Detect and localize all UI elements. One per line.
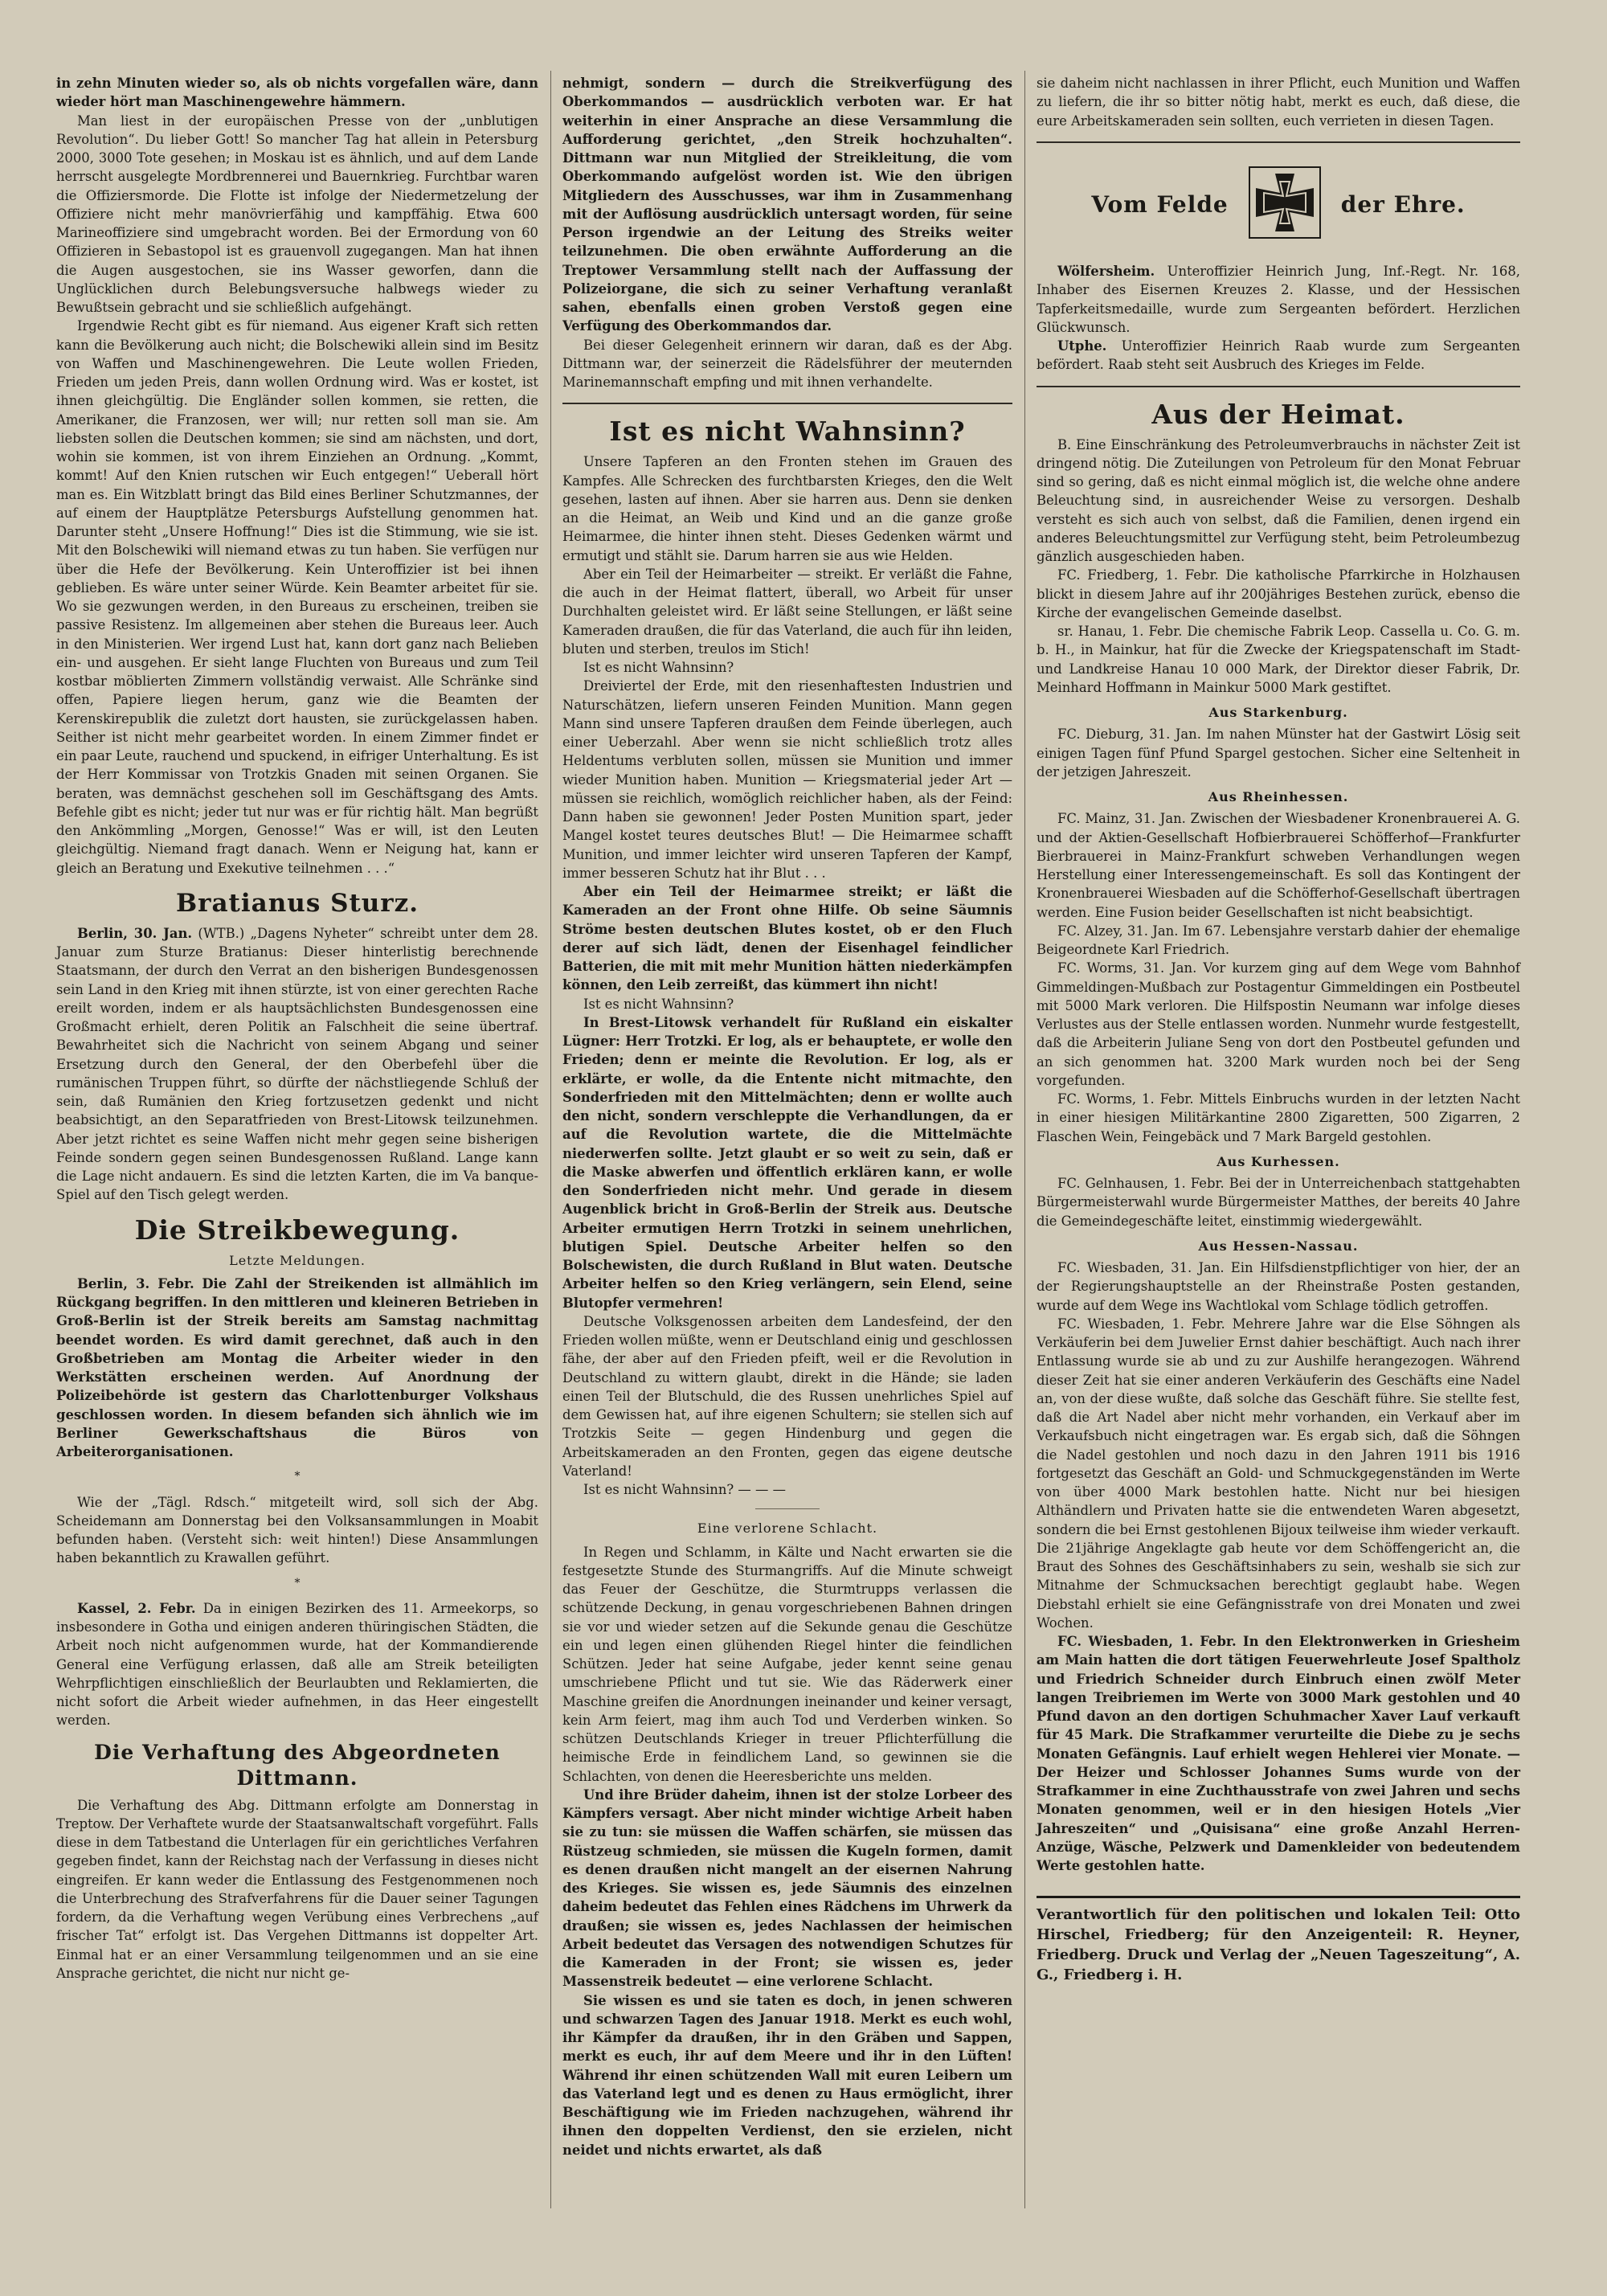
article-text: in zehn Minuten wieder so, als ob nichts vorgefallen wäre, dann wieder hört man Maschinengewehre hämmern. (56, 76, 538, 110)
article-text: Und ihre Brüder daheim, ihnen ist der stolze Lorbeer des Kämpfers versagt. Aber nicht minder wichtige Arbeit haben sie zu tun: sie müssen die Waffen schärfen, sie müssen das Rüstzeug schmieden, sie müssen die Kugeln formen, damit es denen draußen nicht mangelt an der eisernen Nahrung des Krieges. Sie wissen es, jede Säumnis des einzelnen daheim bedeutet das Fehlen eines Rädchens im Uhrwerk da draußen; sie wissen es, jedes Nachlassen der heimischen Arbeit bedeutet das Versagen des notwendigen Schutzes für die Kameraden in der Front; sie wissen es, jeder Massenstreik bedeutet — eine verlorene Schlacht. (562, 1786, 1012, 1990)
article-text: Irgendwie Recht gibt es für niemand. Aus eigener Kraft sich retten kann die Bevölkerung auch nicht; die Bolschewiki allein sind im Besitz von Waffen und Maschinengewehren. Die Leute wollen Frieden, Frieden um jeden Preis, dann wollen Ordnung wird. Was er kostet, ist ihnen gleichgültig. Die Engländer sollen kommen, sie retten, die Amerikaner, die Franzosen, wer will; nur retten soll man sie. Am liebsten sollen die Deutschen kommen; sie sind am nächsten, und dort, wohin sie kommen, ist von ihrem Einziehen an Ordnung. „Kommt, kommt! Auf den Knien rutschen wir Euch entgegen!“ Ueberall hört man es. Ein Witzblatt bringt das Bild eines Berliner Schutzmannes, der auf einem der Hauptplätze Petersburgs Aufstellung genommen hat. Darunter steht „Unsere Hoffnung!“ Dies ist die Stimmung, wie sie ist. Mit den Bolschewiki will niemand etwas zu tun haben. Sie verfügen nur über die Hefe der Bevölkerung. Kein Unteroffizier ist bei ihnen geblieben. Es wäre unter seiner Würde. Kein Beamter arbeitet für sie. Wo sie gezwungen werden, in den Bureaus zu erscheinen, treiben sie passive Resistenz. Im allgemeinen aber stehen die Bureaus leer. Auch in den Ministerien. Wer irgend Lust hat, kann dort ganz nach Belieben ein- und ausgehen. Er sieht lange Fluchten von Bureaus und zum Teil kostbar möblierten Zimmern vollständig verwaist. Alle Schränke sind offen, Papiere liegen herum, ganz wie die Beamten der Kerenskirepublik die zuletzt dort hausten, sie zurückgelassen haben. Seither ist nicht mehr gearbeitet worden. In einem Zimmer findet er ein paar Leute, rauchend und spuckend, in eifriger Unterhaltung. Es ist der Herr Kommissar von Trotzkis Gnaden mit seinen Organen. Sie beraten, was demnächst geschehen soll im Geschäftsgang des Amts. Befehle gibt es nicht; jeder tut nur was er für richtig hält. Man begrüßt den Ankömmling „Morgen, Genosse!“ Was er will, ist den Leuten gleichgültig. Niemand fragt danach. Wenn er Neigung hat, kann er gleich an Beratung und Exekutive teilnehmen . . .“ (56, 318, 538, 876)
article-text: In Brest-Litowsk verhandelt für Rußland ein eiskalter Lügner: Herr Trotzki. Er log, als er behauptete, er wolle den Frieden; denn er meinte die Revolution. Er log, als er erklärte, er wolle, da die Entente nicht mitmachte, den Sonderfrieden mit den Mittelmächten; denn er wollte auch den nicht, sondern verschleppte die Verhandlungen, da er auf die Revolution wartete, die die Mittelmächte niederwerfen sollte. Jetzt glaubt er so weit zu sein, daß er die Maske abwerfen und öffentlich erklären kann, er wolle den Sonderfrieden nicht mehr. Und gerade in diesem Augenblick bricht in Groß-Berlin der Streik aus. Deutsche Arbeiter ermutigen Herrn Trotzki in seinem unehrlichen, blutigen Spiel. Deutsche Arbeiter helfen so den Bolschewisten, die durch Rußland in Blut waten. Deutsche Arbeiter helfen so den Krieg verlängern, sein Elend, seine Blutopfer vermehren! (562, 1014, 1012, 1311)
subheadline: Letzte Meldungen. (229, 1252, 366, 1268)
article-text: Aber ein Teil der Heimarbeiter — streikt. Er verläßt die Fahne, die auch in der Heimat flattert, überall, wo Arbeit für unser Durchhalten geleistet wird. Er läßt seine Stellungen, er läßt seine Kameraden draußen, die für das Vaterland, die auch für ihn leiden, bluten und sterben, treulos im Stich! (562, 566, 1012, 657)
headline-streik: Die Streikbewegung. (134, 1213, 460, 1246)
article-text: FC. Wiesbaden, 1. Febr. In den Elektronwerken in Griesheim am Main hatten die dort tätigen Feuerwehrleute Josef Spaltholz und Friedrich Schneider durch Einbruch einen zwölf Meter langen Treibriemen im Werte von 3000 Mark gestohlen und 40 Pfund davon an den dortigen Schuhmacher Xaver Lauf verkauft für 45 Mark. Die Strafkammer verurteilte die Diebe zu je sechs Monaten Gefängnis. Lauf erhielt wegen Hehlerei vier Monate. — Der Heizer und Schlosser Johannes Sums wurde von der Strafkammer in eine Zuchthausstrafe von zwei Jahren und sechs Monaten genommen, weil er in den hiesigen Hotels „Vier Jahreszeiten“ und „Quisisana“ eine große Anzahl Herren-Anzüge, Wäsche, Pelzwerk und Damenkleider von bedeutendem Werte gestohlen hatte. (1037, 1634, 1520, 1873)
article-text: FC. Wiesbaden, 31. Jan. Ein Hilfsdienstpflichtiger von hier, der an der Regierungshauptstelle an der Rheinstraße Posten gestanden, wurde auf dem Wege ins Wachtlokal vom Schlage tödlich getroffen. (1037, 1260, 1520, 1313)
headline-dittmann: Die Verhaftung des Abgeordneten Dittmann. (94, 1740, 501, 1790)
article-text: Die Zahl der Streikenden ist allmählich im Rückgang begriffen. In den mittleren und kleineren Betrieben in Groß-Berlin ist der Streik bereits am Samstag nachmittag beendet worden. Es wird damit gerechnet, daß auch in den Großbetrieben am Montag die Arbeiter wieder in den Werkstätten erscheinen werden. Auf Anordnung der Polizeibehörde ist gestern das Charlottenburger Volkshaus geschlossen worden. In diesem befanden sich ähnlich wie im Berliner Gewerkschaftshaus die Büros von Arbeiterorganisationen. (56, 1275, 539, 1459)
article-text: sr. Hanau, 1. Febr. Die chemische Fabrik Leop. Cassella u. Co. G. m. b. H., in Mainkur, hat für die Zwecke der Kriegspatenschaft im Stadt- und Landkreise Hanau 10 000 Mark, der Direktor dieser Fabrik, Dr. Meinhard Hoffmann in Mainkur 5000 Mark gestiftet. (1037, 624, 1520, 695)
dateline: Kassel, 2. Febr. (77, 1600, 196, 1616)
article-text: Bei dieser Gelegenheit erinnern wir daran, daß es der Abg. Dittmann war, der seinerzeit die Rädelsführer der meuternden Marinemannschaft empfing und mit ihnen verhandelte. (562, 337, 1012, 390)
headline-heimat: Aus der Heimat. (1151, 398, 1405, 430)
article-text: In Regen und Schlamm, in Kälte und Nacht erwarten sie die festgesetzte Stunde des Sturmangriffs. Auf die Minute schweigt das Feuer der Geschütze, die Sturmtrupps verlassen die schützende Deckung, in genau vorgeschriebenen Bahnen dringen sie vor und wieder setzen auf die Sekunde genau die Geschütze ein und legen einen glühenden Riegel hinter die feindlichen Schützen. Jeder hat seine Aufgabe, jeder kennt seine genau umschriebene Pflicht und tut sie. Wie das Räderwerk einer Maschine greifen die Anordnungen ineinander und keiner versagt, kein Arm feiert, mag ihm auch Tod und Verderben winken. So schützen Deutschlands Krieger in treuer Pflichterfüllung die heimische Erde in feindlichem Land, so gewinnen sie die Schlachten, von denen die Heeresberichte uns melden. (562, 1544, 1012, 1784)
article-text: sie daheim nicht nachlassen in ihrer Pflicht, euch Munition und Waffen zu liefern, die ihr so bitter nötig habt, merkt es euch, daß diese, die eure Arbeitskameraden sein sollten, euch verrieten in diesen Tagen. (1037, 76, 1520, 129)
column-rule (550, 71, 551, 2208)
headline-wahnsinn: Ist es nicht Wahnsinn? (609, 415, 966, 448)
article-text: FC. Worms, 1. Febr. Mittels Einbruchs wurden in der letzten Nacht in einer hiesigen Militärkantine 2800 Zigaretten, 500 Zigarren, 2 Flaschen Wein, Feingebäck und 7 Mark Bargeld gestohlen. (1037, 1091, 1520, 1144)
article-text: Aber ein Teil der Heimarmee streikt; er läßt die Kameraden an der Front ohne Hilfe. Ob seine Säumnis Ströme besten deutschen Blutes kostet, ob er den Fluch derer auf sich lädt, denen der Eisenhagel feindlicher Batterien, die mit mit mehr Munition hätten niederkämpfen können, den Leib zerreißt, das kümmert ihn nicht! (562, 884, 1012, 993)
article-text: (WTB.) „Dagens Nyheter“ schreibt unter dem 28. Januar zum Sturze Bratianus: Dieser hinterlistig berechnende Staatsmann, der durch den Verrat an den bisherigen Bundesgenossen sein Land in den Krieg mit ihnen stürzte, ist von einer gerechten Rache ereilt worden, indem er als hauptsächlichsten Bundesgenossen eine Großmacht erhielt, deren Politik an Falschheit die seine übertraf. Bewahrheitet sich die Nachricht von seinem Abgang und seiner Ersetzung durch den General, der den Oberbefehl über die rumänischen Truppen führt, so dürfte der nächstliegende Schluß der sein, daß Rumänien den Krieg fortzusetzen gedenkt und nicht beabsichtigt, an den Separatfrieden von Brest-Litowsk teilzunehmen. Aber jetzt richtet es seine Waffen nicht mehr gegen seine bisherigen Feinde sondern gegen seinen Bundesgenossen Rußland. Lange kann die Lage nicht andauern. Es sind die letzten Karten, die im Va banque-Spiel auf den Tisch gelegt werden. (56, 925, 539, 1203)
article-text: Da in einigen Bezirken des 11. Armeekorps, so insbesondere in Gotha und einigen anderen thüringischen Städten, die Arbeit noch nicht aufgenommen wurde, hat der Kommandierende General eine Verfügung erlassen, daß alle am Streik beteiligten Wehrpflichtigen einschließlich der Beurlaubten und Reklamierten, die nicht sofort die Arbeit wieder aufnehmen, in das Heer eingestellt werden. (56, 1600, 539, 1729)
article-text: Die Verhaftung des Abg. Dittmann erfolgte am Donnerstag in Treptow. Der Verhaftete wurde der Staatsanwaltschaft vorgeführt. Falls diese in dem Tatbestand die Unterlagen für ein gerichtliches Verfahren gegeben findet, kann der Reichstag nach der Verfassung in dieses nicht eingreifen. Er kann weder die Entlassung des Festgenommenen noch die Unterbrechung des Strafverfahrens für die Dauer seiner Tagungen fordern, da die Verhaftung wegen Verübung eines Verbrechens „auf frischer Tat“ erfolgt ist. Das Vergehen Dittmanns ist doppelter Art. Einmal hat er an einer Versammlung teilgenommen und an sie eine Ansprache gerichtet, die nicht nur nicht ge- (56, 1797, 538, 1981)
article-text: Wie der „Tägl. Rdsch.“ mitgeteilt wird, soll sich der Abg. Scheidemann am Donnerstag bei den Volksansammlungen in Moabit befunden haben. (Versteht sich: weit hinten!) Diese Ansammlungen haben bekanntlich zu Krawallen geführt. (56, 1494, 538, 1566)
honor-title-right: der Ehre. (1340, 191, 1466, 219)
article-text: Man liest in der europäischen Presse von der „unblutigen Revolution“. Du lieber Gott! So mancher Tag hat allein in Petersburg 2000, 3000 Tote gesehen; in Moskau ist es ähnlich, und auf dem Lande herrscht ausgelegte Mordbrennerei und Bauernkrieg. Furchtbar waren die Offiziersmorde. Die Flotte ist infolge der Niedermetzelung der Offiziere nicht mehr manövrierfähig und kampffähig. Etwa 600 Marineoffiziere sind umgebracht worden. Bei der Ermordung von 60 Offizieren in Sebastopol ist es grauenvoll zugegangen. Man hat ihnen die Augen ausgestochen, sie ins Wasser geworfen, dann die Unglücklichen durch Belebungsversuche halbwegs wieder zu Bewußtsein gebracht und sie schließlich aufgehängt. (56, 113, 538, 315)
column-3 (1037, 74, 1520, 1985)
article-text: nehmigt, sondern — durch die Streikverfügung des Oberkommandos — ausdrücklich verboten war. Er hat weiterhin in einer Ansprache an diese Versammlung die Aufforderung gerichtet, „den Streik hochzuhalten“. Dittmann war nun Mitglied der Streikleitung, die vom Oberkommando aufgelöst worden ist. Wie den übrigen Mitgliedern des Ausschusses, war ihm in Zusammenhang mit der Auflösung ausdrücklich untersagt worden, für seine Person irgendwie an der Leitung des Streiks weiter teilzunehmen. Die oben erwähnte Aufforderung an die Treptower Versammlung stellt nach der Auffassung der Polizeiorgane, die sich zu seiner Verhaftung veranlaßt sahen, ebenfalls einen groben Verstoß gegen eine Verfügung des Oberkommandos dar. (562, 76, 1012, 334)
region-heading: Aus Hessen-Nassau. (1198, 1238, 1359, 1254)
article-text: FC. Worms, 31. Jan. Vor kurzem ging auf dem Wege vom Bahnhof Gimmeldingen-Mußbach zur Postagentur Gimmeldingen ein Postbeutel mit 5000 Mark verloren. Die Hilfspostin Neumann war infolge dieses Verlustes aus der Stelle entlassen worden. Nunmehr wurde festgestellt, daß die Arbeiterin Juliane Seng von dort den Postbeutel gefunden und an sich genommen hat. 3200 Mark wurden noch bei der Seng vorgefunden. (1037, 960, 1520, 1088)
separator-star: * (294, 1470, 301, 1484)
divider (755, 1508, 820, 1509)
article-text: Ist es nicht Wahnsinn? (583, 660, 734, 675)
dateline: Utphe. (1057, 338, 1107, 354)
region-heading: Aus Kurhessen. (1216, 1153, 1340, 1169)
article-text: FC. Mainz, 31. Jan. Zwischen der Wiesbadener Kronenbrauerei A. G. und der Aktien-Gesellschaft Hofbierbrauerei Schöfferhof—Frankfurter Bierbrauerei in Mainz-Frankfurt schweben Verhandlungen wegen Herstellung einer Interessengemeinschaft. Es soll das Kontingent der Kronenbrauerei Wiesbaden auf die Schöfferhof-Gesellschaft übertragen werden. Eine Fusion beider Gesellschaften ist nicht beabsichtigt. (1037, 811, 1520, 920)
column-rule (1024, 71, 1025, 2208)
imprint: Verantwortlich für den politischen und lokalen Teil: Otto Hirschel, Friedberg; für den Anzeigenteil: R. Heyner, Friedberg. Druck und Verlag der „Neuen Tageszeitung“, A. G., Friedberg i. H. (1037, 1896, 1520, 1985)
column-2 (562, 74, 1012, 2159)
column-1 (56, 74, 538, 1983)
divider (1037, 141, 1520, 143)
article-text: Sie wissen es und sie taten es doch, in jenen schweren und schwarzen Tagen des Januar 1918. Merkt es euch wohl, ihr Kämpfer da draußen, ihr in den Gräben und Sappen, merkt es euch, ihr auf dem Meere und ihr in den Lüften! Während ihr einen schützenden Wall mit euren Leibern um das Vaterland legt und es denen zu Haus ermöglicht, ihrer Beschäftigung wie im Frieden nachzugehen, während ihr ihnen den doppelten Verdienst, den sie erzielen, nicht neidet und nichts erwartet, als daß (562, 1992, 1012, 2158)
iron-cross-icon (1246, 164, 1323, 246)
dateline: Wölfersheim. (1057, 264, 1155, 279)
dateline: Berlin, 30. Jan. (77, 925, 193, 941)
region-heading: Aus Rheinhessen. (1208, 789, 1349, 804)
article-text: Ist es nicht Wahnsinn? (583, 996, 734, 1012)
subheadline: Eine verlorene Schlacht. (697, 1520, 878, 1537)
article-text: Ist es nicht Wahnsinn? — — — (583, 1482, 786, 1497)
divider (1037, 386, 1520, 387)
article-text: FC. Gelnhausen, 1. Febr. Bei der in Unterreichenbach stattgehabten Bürgermeisterwahl wurde Bürgermeister Matthes, der bereits 40 Jahre die Gemeindegeschäfte leitet, einstimmig wiedergewählt. (1037, 1176, 1520, 1229)
article-text: FC. Wiesbaden, 1. Febr. Mehrere Jahre war die Else Söhngen als Verkäuferin bei dem Juwelier Ernst dahier beschäftigt. Auch nach ihrer Entlassung wurde sie ab und zu zur Aushilfe herangezogen. Während dieser Zeit hat sie einer anderen Verkäuferin des Geschäfts eine Nadel an, von der diese wußte, daß solche das Geschäft führe. Sie stellte fest, daß die Art Nadel aber nicht mehr vorhanden, ein Verkauf aber im Verkaufsbuch nicht eingetragen war. Es ergab sich, daß die Söhngen die Nadel gestohlen und noch dazu in den Jahren 1911 bis 1916 fortgesetzt das Geschäft an Gold- und Schmuckgegenständen im Werte von über 4000 Mark bestohlen hatte. Nicht nur bei hiesigen Althändlern und Privaten hatte sie die entwendeten Waren abgesetzt, sondern die bei Ernst gestohlenen Bijoux teilweise ihm wieder verkauft. Die 21jährige Angeklagte gab heute vor dem Schöffengericht an, die Braut des Sohnes des Geschäftsinhabers zu sein, weshalb sie sich zur Mitnahme der Schmucksachen berechtigt geglaubt habe. Wegen Diebstahl erhielt sie eine Gefängnisstrafe von drei Monaten und zwei Wochen. (1037, 1316, 1520, 1631)
honor-header (1037, 164, 1520, 246)
article-text: FC. Alzey, 31. Jan. Im 67. Lebensjahre verstarb dahier der ehemalige Beigeordnete Karl Friedrich. (1037, 923, 1520, 957)
article-text: FC. Friedberg, 1. Febr. Die katholische Pfarrkirche in Holzhausen blickt in diesem Jahre auf ihr 200jähriges Bestehen zurück, ebenso die Kirche der evangelischen Gemeinde daselbst. (1037, 567, 1520, 620)
article-text: B. Eine Einschränkung des Petroleumverbrauchs in nächster Zeit ist dringend nötig. Die Zuteilungen von Petroleum für den Monat Februar sind so gering, daß es nicht einmal möglich ist, die welche ohne andere Beleuchtung sind, in ausreichender Weise zu versorgen. Deshalb versteht es sich auch von selbst, daß die Familien, denen irgend ein anderes Beleuchtungsmittel zur Verfügung steht, beim Petroleumbezug gänzlich ausgeschieden haben. (1037, 436, 1520, 564)
separator-star: * (294, 1576, 301, 1590)
dateline: Berlin, 3. Febr. (77, 1275, 194, 1291)
article-text: FC. Dieburg, 31. Jan. Im nahen Münster hat der Gastwirt Lösig seit einigen Tagen fünf Pfund Spargel gestochen. Sicher eine Seltenheit in der jetzigen Jahreszeit. (1037, 726, 1520, 780)
region-heading: Aus Starkenburg. (1208, 705, 1348, 720)
article-text: Dreiviertel der Erde, mit den riesenhaftesten Industrien und Naturschätzen, liefern unseren Feinden Munition. Mann gegen Mann sind unsere Tapferen draußen dem Feinde überlegen, auch einer Ueberzahl. Aber wenn sie nicht schließlich trotz alles Heldentums verbluten sollen, müssen sie Munition und immer wieder Munition haben. Munition — Kriegsmaterial jeder Art — müssen sie reichlich, womöglich reichlicher haben, als der Feind: Dann haben sie gewonnen! Jeder Posten Munition spart, jeder Mangel kostet teures deutsches Blut! — Die Heimarmee schafft Munition, und immer leichter wird unseren Tapferen der Kampf, immer besseren Schutz hat ihr Blut . . . (562, 678, 1012, 881)
article-text: Unteroffizier Heinrich Raab wurde zum Sergeanten befördert. Raab steht seit Ausbruch des Krieges im Felde. (1037, 338, 1520, 373)
article-text: Unteroffizier Heinrich Jung, Inf.-Regt. Nr. 168, Inhaber des Eisernen Kreuzes 2. Klasse, und der Hessischen Tapferkeitsmedaille, wurde zum Sergeanten befördert. Herzlichen Glückwunsch. (1037, 264, 1520, 335)
headline-bratianu: Bratianus Sturz. (175, 888, 419, 918)
article-text: Unsere Tapferen an den Fronten stehen im Grauen des Kampfes. Alle Schrecken des furchtbarsten Krieges, den die Welt gesehen, lasten auf ihnen. Aber sie harren aus. Denn sie denken an die Heimat, an Weib und Kind und an die ganze große Heimarmee, die hinter ihnen steht. Dieses Gedenken wärmt und ermutigt und stählt sie. Darum harren sie aus wie Helden. (562, 454, 1012, 563)
divider (562, 403, 1012, 404)
honor-title-left: Vom Felde (1091, 191, 1229, 219)
article-text: Deutsche Volksgenossen arbeiten dem Landesfeind, der den Frieden wollen müßte, wenn er Deutschland einig und geschlossen fähe, der aber auf den Frieden pfeift, weil er die Revolution in Deutschland zu wittern glaubt, direkt in die Hände; sie laden einen Teil der Blutschuld, die des Russen unehrliches Spiel auf dem Gewissen hat, auf ihre eigenen Schultern; sie stellen sich auf Trotzkis Seite — gegen Hindenburg und gegen die Arbeitskameraden an den Fronten, gegen das eigene deutsche Vaterland! (562, 1313, 1012, 1479)
